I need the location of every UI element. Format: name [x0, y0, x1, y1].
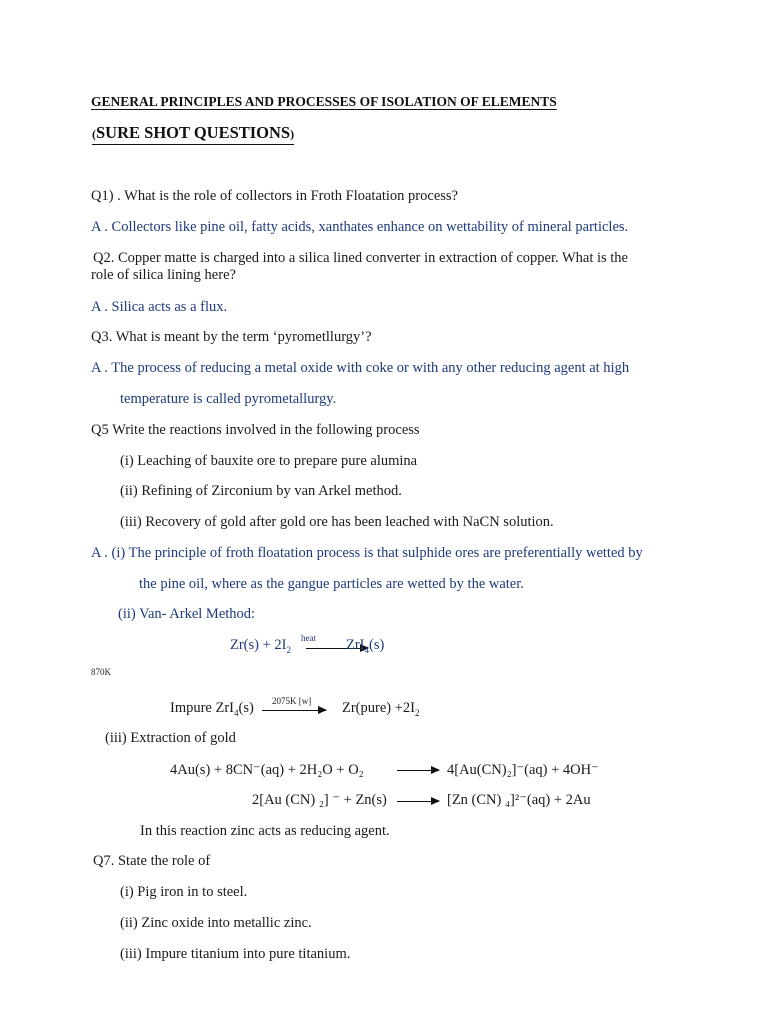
- eq2-reactant: [170, 701, 254, 716]
- eq3-rhs: 4[Au(CN)₂]⁻(aq) + 4OH⁻: [447, 762, 599, 778]
- eq1-product: [346, 638, 384, 653]
- q7-item-3: (iii) Impure titanium into pure titanium.: [120, 946, 351, 962]
- eq2-products: [342, 701, 420, 716]
- eq1-reactants-text: Zr(s) + 2I: [230, 637, 287, 653]
- q5-answer-line1: A . (i) The principle of froth floatation process is that sulphide ores are preferentially wetted by: [91, 545, 643, 561]
- q5-answer-line2: the pine oil, where as the gangue particles are wetted by the water.: [139, 576, 524, 592]
- q2-question-line2: role of silica lining here?: [91, 267, 236, 283]
- zinc-note: In this reaction zinc acts as reducing agent.: [140, 823, 390, 839]
- subtitle-open-paren: (: [92, 127, 96, 141]
- eq1-product-text: ZrI: [346, 637, 365, 653]
- eq1-reactants: [230, 638, 291, 653]
- eq3-arrow: [397, 770, 439, 771]
- eq2-condition: 2075K [w]: [272, 696, 312, 706]
- eq4-rhs: [Zn (CN) ₄]²⁻(aq) + 2Au: [447, 792, 591, 808]
- eq1-product-subscript: 4: [364, 644, 370, 655]
- subtitle-close-paren: ): [290, 127, 295, 141]
- eq2-arrow: [262, 710, 326, 711]
- q7-question: Q7. State the role of: [93, 853, 211, 869]
- subtitle-text: SURE SHOT QUESTIONS: [96, 123, 291, 142]
- eq2-reactant-text: Impure ZrI: [170, 700, 235, 716]
- q3-answer-line1: A . The process of reducing a metal oxide with coke or with any other reducing agent at high: [91, 360, 630, 376]
- eq4-arrow: [397, 801, 439, 802]
- q7-item-2: (ii) Zinc oxide into metallic zinc.: [120, 915, 312, 931]
- q7-item-1: (i) Pig iron in to steel.: [120, 884, 248, 900]
- van-arkel-heading: (ii) Van- Arkel Method:: [118, 606, 256, 622]
- q3-question: Q3. What is meant by the term ‘pyrometllurgy’?: [91, 329, 372, 345]
- q5-item-3: (iii) Recovery of gold after gold ore has been leached with NaCN solution.: [120, 514, 554, 530]
- q5-item-1: (i) Leaching of bauxite ore to prepare pure alumina: [120, 453, 418, 469]
- eq1-condition: heat: [301, 633, 316, 643]
- q1-question: Q1) . What is the role of collectors in Froth Floatation process?: [91, 188, 458, 204]
- q5-question: Q5 Write the reactions involved in the following process: [91, 422, 420, 438]
- eq2-products-text: Zr(pure) +2I: [342, 700, 415, 716]
- eq2-reactant-subscript: 4: [234, 707, 239, 718]
- eq3-lhs: 4Au(s) + 8CN⁻(aq) + 2H₂O + O₂: [170, 762, 364, 778]
- gold-heading: (iii) Extraction of gold: [105, 730, 236, 746]
- eq4-lhs: 2[Au (CN) ₂] ⁻ + Zn(s): [252, 792, 387, 808]
- q2-question-line1: Q2. Copper matte is charged into a silica lined converter in extraction of copper. What is the: [93, 250, 628, 266]
- page-subtitle: [92, 125, 294, 145]
- eq2-products-subscript: 2: [415, 707, 420, 718]
- q2-answer: A . Silica acts as a flux.: [91, 299, 228, 315]
- page-title: GENERAL PRINCIPLES AND PROCESSES OF ISOLATION OF ELEMENTS: [91, 94, 557, 109]
- eq2-reactant-state: (s): [238, 700, 254, 716]
- q3-answer-line2: temperature is called pyrometallurgy.: [120, 391, 337, 407]
- eq1-product-state: (s): [369, 637, 385, 653]
- q1-answer: A . Collectors like pine oil, fatty acids, xanthates enhance on wettability of mineral particles.: [91, 219, 629, 235]
- eq1-reactant-subscript: 2: [286, 644, 291, 655]
- q5-item-2: (ii) Refining of Zirconium by van Arkel method.: [120, 483, 402, 499]
- temperature-note: 870K: [91, 667, 111, 677]
